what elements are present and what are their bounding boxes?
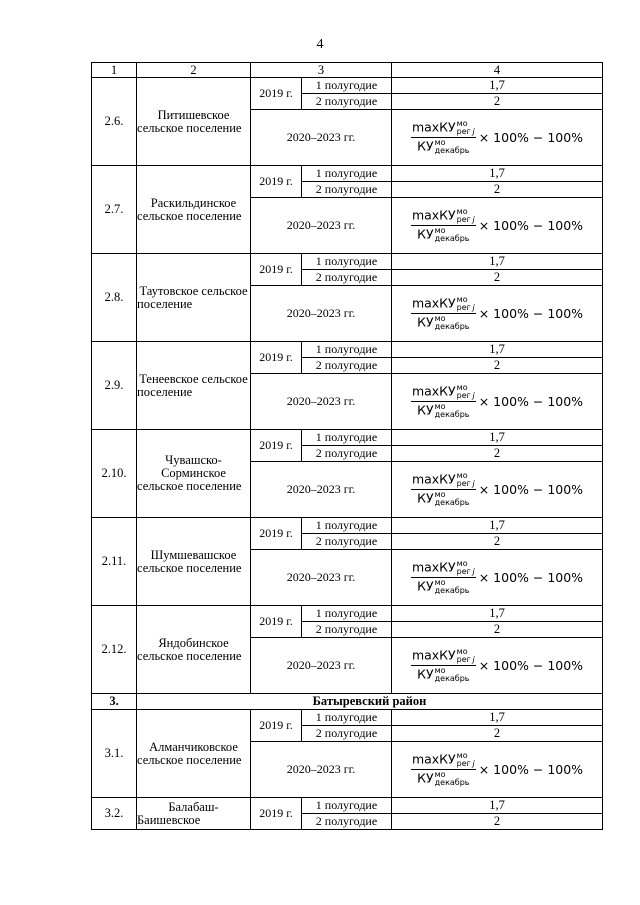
- half-year-1: 1 полугодие: [302, 430, 392, 446]
- formula-denominator: КУ мо декабрь: [417, 770, 470, 787]
- growth-formula: [411, 296, 583, 331]
- formula-cell: [392, 374, 603, 430]
- formula-denominator: КУ мо декабрь: [417, 138, 470, 155]
- formula-cell: [392, 198, 603, 254]
- year-cell: 2019 г.: [251, 166, 302, 198]
- half-year-2: 2 полугодие: [302, 622, 392, 638]
- formula-numerator: maxКУ мо рег j: [411, 471, 475, 488]
- header-row: [92, 63, 603, 78]
- settlement-name: Шумшевашское сельское поселение: [137, 518, 251, 606]
- entry-number: 3.2.: [92, 798, 137, 830]
- formula-tail: × 100% − 100%: [478, 570, 584, 585]
- value-half-1: 1,7: [392, 430, 603, 446]
- formula-fraction: [411, 560, 476, 595]
- half-year-2: 2 полугодие: [302, 446, 392, 462]
- formula-numerator: maxКУ мо рег j: [411, 207, 475, 224]
- value-half-1: 1,7: [392, 342, 603, 358]
- formula-tail: × 100% − 100%: [478, 218, 584, 233]
- formula-numerator: maxКУ мо рег j: [411, 383, 475, 400]
- formula-cell: [392, 110, 603, 166]
- settlement-name: Питишевское сельское поселение: [137, 78, 251, 166]
- half-year-2: 2 полугодие: [302, 358, 392, 374]
- formula-numerator: maxКУ мо рег j: [411, 119, 475, 136]
- formula-cell: [392, 462, 603, 518]
- settlement-name: Раскильдинское сельское поселение: [137, 166, 251, 254]
- formula-tail: × 100% − 100%: [478, 306, 584, 321]
- formula-tail: × 100% − 100%: [478, 482, 584, 497]
- period-cell: 2020–2023 гг.: [251, 374, 392, 430]
- year-cell: 2019 г.: [251, 606, 302, 638]
- period-cell: 2020–2023 гг.: [251, 286, 392, 342]
- period-cell: 2020–2023 гг.: [251, 462, 392, 518]
- growth-formula: [411, 208, 583, 243]
- half-year-2: 2 полугодие: [302, 182, 392, 198]
- settlement-name: Алманчиковское сельское поселение: [137, 710, 251, 798]
- value-half-1: 1,7: [392, 798, 603, 814]
- value-half-1: 1,7: [392, 78, 603, 94]
- year-cell: 2019 г.: [251, 342, 302, 374]
- settlement-name: Таутовское сельское поселение: [137, 254, 251, 342]
- period-cell: 2020–2023 гг.: [251, 638, 392, 694]
- year-cell: 2019 г.: [251, 78, 302, 110]
- header-col-1: 1: [92, 63, 137, 78]
- formula-tail: × 100% − 100%: [478, 762, 584, 777]
- year-cell: 2019 г.: [251, 710, 302, 742]
- formula-cell: [392, 286, 603, 342]
- value-half-2: 2: [392, 94, 603, 110]
- half-year-1: 1 полугодие: [302, 518, 392, 534]
- entry-number: 2.9.: [92, 342, 137, 430]
- growth-formula: [411, 752, 583, 787]
- formula-cell: [392, 550, 603, 606]
- value-half-2: 2: [392, 622, 603, 638]
- period-cell: 2020–2023 гг.: [251, 110, 392, 166]
- entry-row: [92, 342, 603, 358]
- section-title: Батыревский район: [137, 694, 603, 710]
- formula-fraction: [411, 384, 476, 419]
- growth-formula: [411, 560, 583, 595]
- value-half-2: 2: [392, 534, 603, 550]
- formula-denominator: КУ мо декабрь: [417, 666, 470, 683]
- entry-number: 2.10.: [92, 430, 137, 518]
- formula-fraction: [411, 208, 476, 243]
- half-year-2: 2 полугодие: [302, 94, 392, 110]
- settlement-name: Чувашско-Сорминское сельское поселение: [137, 430, 251, 518]
- entry-number: 3.1.: [92, 710, 137, 798]
- period-cell: 2020–2023 гг.: [251, 742, 392, 798]
- entry-row: [92, 254, 603, 270]
- header-col-4: 4: [392, 63, 603, 78]
- header-col-3: 3: [251, 63, 392, 78]
- entry-row: [92, 430, 603, 446]
- growth-formula: [411, 384, 583, 419]
- formula-numerator: maxКУ мо рег j: [411, 559, 475, 576]
- formula-fraction: [411, 120, 476, 155]
- value-half-2: 2: [392, 446, 603, 462]
- value-half-2: 2: [392, 182, 603, 198]
- half-year-2: 2 полугодие: [302, 270, 392, 286]
- formula-fraction: [411, 296, 476, 331]
- formula-denominator: КУ мо декабрь: [417, 402, 470, 419]
- growth-formula: [411, 120, 583, 155]
- entry-number: 2.8.: [92, 254, 137, 342]
- period-cell: 2020–2023 гг.: [251, 550, 392, 606]
- entry-row: [92, 518, 603, 534]
- formula-tail: × 100% − 100%: [478, 130, 584, 145]
- value-half-2: 2: [392, 726, 603, 742]
- header-col-2: 2: [137, 63, 251, 78]
- formula-denominator: КУ мо декабрь: [417, 490, 470, 507]
- formula-fraction: [411, 648, 476, 683]
- year-cell: 2019 г.: [251, 518, 302, 550]
- entry-row: [92, 710, 603, 726]
- growth-formula: [411, 472, 583, 507]
- half-year-2: 2 полугодие: [302, 534, 392, 550]
- settlement-name: Тенеевское сельское поселение: [137, 342, 251, 430]
- page-number: 4: [316, 37, 324, 52]
- formula-numerator: maxКУ мо рег j: [411, 751, 475, 768]
- tariff-table: [91, 62, 603, 830]
- half-year-1: 1 полугодие: [302, 78, 392, 94]
- formula-numerator: maxКУ мо рег j: [411, 295, 475, 312]
- entry-number: 2.7.: [92, 166, 137, 254]
- entry-number: 2.12.: [92, 606, 137, 694]
- half-year-1: 1 полугодие: [302, 798, 392, 814]
- value-half-2: 2: [392, 814, 603, 830]
- half-year-1: 1 полугодие: [302, 710, 392, 726]
- value-half-1: 1,7: [392, 254, 603, 270]
- formula-fraction: [411, 472, 476, 507]
- formula-tail: × 100% − 100%: [478, 658, 584, 673]
- half-year-1: 1 полугодие: [302, 342, 392, 358]
- half-year-1: 1 полугодие: [302, 606, 392, 622]
- half-year-2: 2 полугодие: [302, 726, 392, 742]
- entry-number: 2.11.: [92, 518, 137, 606]
- formula-tail: × 100% − 100%: [478, 394, 584, 409]
- entry-row: [92, 78, 603, 94]
- settlement-name: Яндобинское сельское поселение: [137, 606, 251, 694]
- section-number: 3.: [92, 694, 137, 710]
- value-half-1: 1,7: [392, 518, 603, 534]
- formula-fraction: [411, 752, 476, 787]
- period-cell: 2020–2023 гг.: [251, 198, 392, 254]
- section-row: [92, 694, 603, 710]
- entry-row: [92, 166, 603, 182]
- formula-denominator: КУ мо декабрь: [417, 314, 470, 331]
- half-year-2: 2 полугодие: [302, 814, 392, 830]
- entry-number: 2.6.: [92, 78, 137, 166]
- growth-formula: [411, 648, 583, 683]
- entry-row: [92, 606, 603, 622]
- formula-cell: [392, 638, 603, 694]
- value-half-1: 1,7: [392, 606, 603, 622]
- value-half-2: 2: [392, 270, 603, 286]
- half-year-1: 1 полугодие: [302, 254, 392, 270]
- formula-denominator: КУ мо декабрь: [417, 578, 470, 595]
- value-half-1: 1,7: [392, 166, 603, 182]
- formula-denominator: КУ мо декабрь: [417, 226, 470, 243]
- formula-numerator: maxКУ мо рег j: [411, 647, 475, 664]
- value-half-2: 2: [392, 358, 603, 374]
- settlement-name: Балабаш-Баишевское: [137, 798, 251, 830]
- year-cell: 2019 г.: [251, 798, 302, 830]
- value-half-1: 1,7: [392, 710, 603, 726]
- year-cell: 2019 г.: [251, 430, 302, 462]
- formula-cell: [392, 742, 603, 798]
- entry-row: [92, 798, 603, 814]
- year-cell: 2019 г.: [251, 254, 302, 286]
- half-year-1: 1 полугодие: [302, 166, 392, 182]
